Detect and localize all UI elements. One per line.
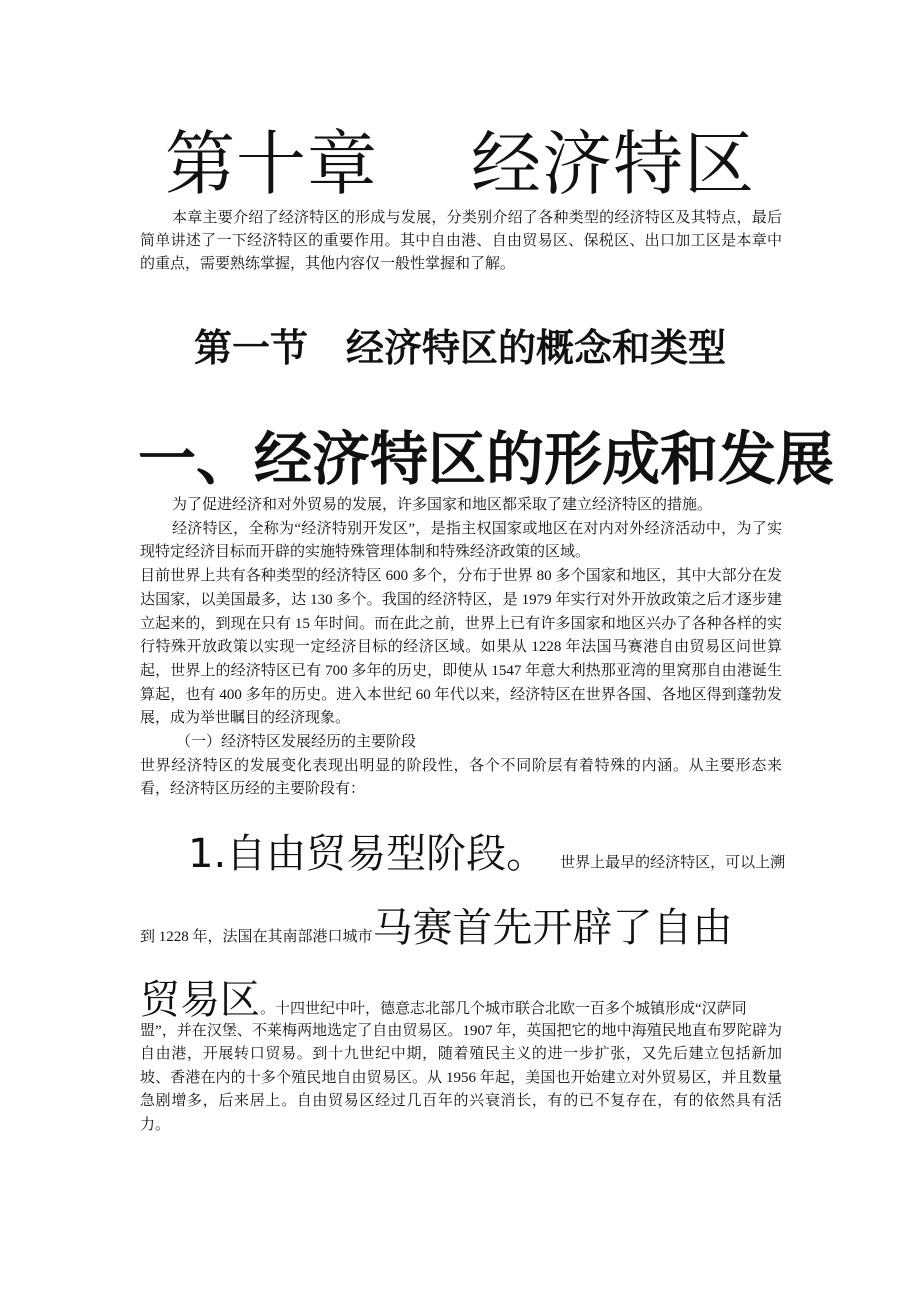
chapter-title: 第十章 经济特区	[164, 123, 755, 205]
paragraph-2: 经济特区，全称为“经济特别开发区”，是指主权国家或地区在对内对外经济活动中，为了实现特定经济目标而开辟的实施特殊管理体制和特殊经济政策的区域。	[140, 520, 782, 561]
body-text-1	[140, 494, 782, 802]
body-text-2	[140, 1020, 782, 1137]
stage1-rest: 盟”，并在汉堡、不莱梅两地选定了自由贸易区。1907 年，英国把它的地中海殖民地直布罗陀辟为自由港，开展转口贸易。到十九世纪中期，随着殖民主义的进一步扩张，又先后建立包括新加坡、香港在内的十多个殖民地自由贸易区。从 1956 年起，美国也开始建立对外贸易区，并且数量急剧增多，后来居上。自由贸易区经过几百年的兴衰消长，有的已不复存在，有的依然具有活力。	[140, 1023, 782, 1133]
intro-paragraph: 本章主要介绍了经济特区的形成与发展，分类别介绍了各种类型的经济特区及其特点，最后简单讲述了一下经济特区的重要作用。其中自由港、自由贸易区、保税区、出口加工区是本章中的重点，需要熟练掌握，其他内容仅一般性掌握和了解。	[140, 210, 782, 272]
chapter-intro	[140, 207, 782, 276]
section-title: 第一节 经济特区的概念和类型	[193, 328, 726, 370]
subsection-heading: （一）经济特区发展经历的主要阶段	[176, 734, 417, 751]
paragraph-1: 为了促进经济和对外贸易的发展，许多国家和地区都采取了建立经济特区的措施。	[172, 497, 713, 513]
stage1-line2-text: 到 1228 年，法国在其南部港口城市	[140, 929, 373, 945]
stage1-line1-text: 世界上最早的经济特区，可以上溯	[560, 855, 786, 871]
stage1-line3-big: 贸易区	[140, 977, 260, 1023]
stage1-line-3	[140, 968, 782, 1025]
heading-formation: 一、经济特区的形成和发展	[138, 427, 835, 492]
stage1-heading: 1.自由贸易型阶段。	[188, 831, 547, 877]
paragraph-3: 目前世界上共有各种类型的经济特区 600 多个，分布于世界 80 多个国家和地区，其中大部分在发达国家，以美国最多，达 130 多个。我国的经济特区，是 1979 年实行对外开放政策之后才逐步建立起来的，到现在只有 15 年时间。而在此之前，世界上已有许多国家和地区兴办了各种各样的实行特殊开放政策以实现一定经济目标的经济区域。如果从 1228 年法国马赛港自由贸易区问世算起，世界上的经济特区已有 700 多年的历史，即使从 1547 年意大利热那亚湾的里窝那自由港诞生算起，也有 400 多年的历史。进入本世纪 60 年代以来，经济特区在世界各国、各地区得到蓬勃发展，成为举世瞩目的经济现象。	[140, 568, 782, 727]
stage1-line2-big: 马赛首先开辟了自由	[372, 905, 733, 951]
stage1-line-1	[140, 822, 786, 879]
stage1-line3-text: 。十四世纪中叶，德意志北部几个城市联合北欧一百多个城镇形成“汉萨同	[260, 1001, 747, 1017]
stage1-line-2	[140, 896, 782, 953]
paragraph-5: 世界经济特区的发展变化表现出明显的阶段性，各个不同阶层有着特殊的内涵。从主要形态来看，经济特区历经的主要阶段有：	[140, 757, 782, 798]
